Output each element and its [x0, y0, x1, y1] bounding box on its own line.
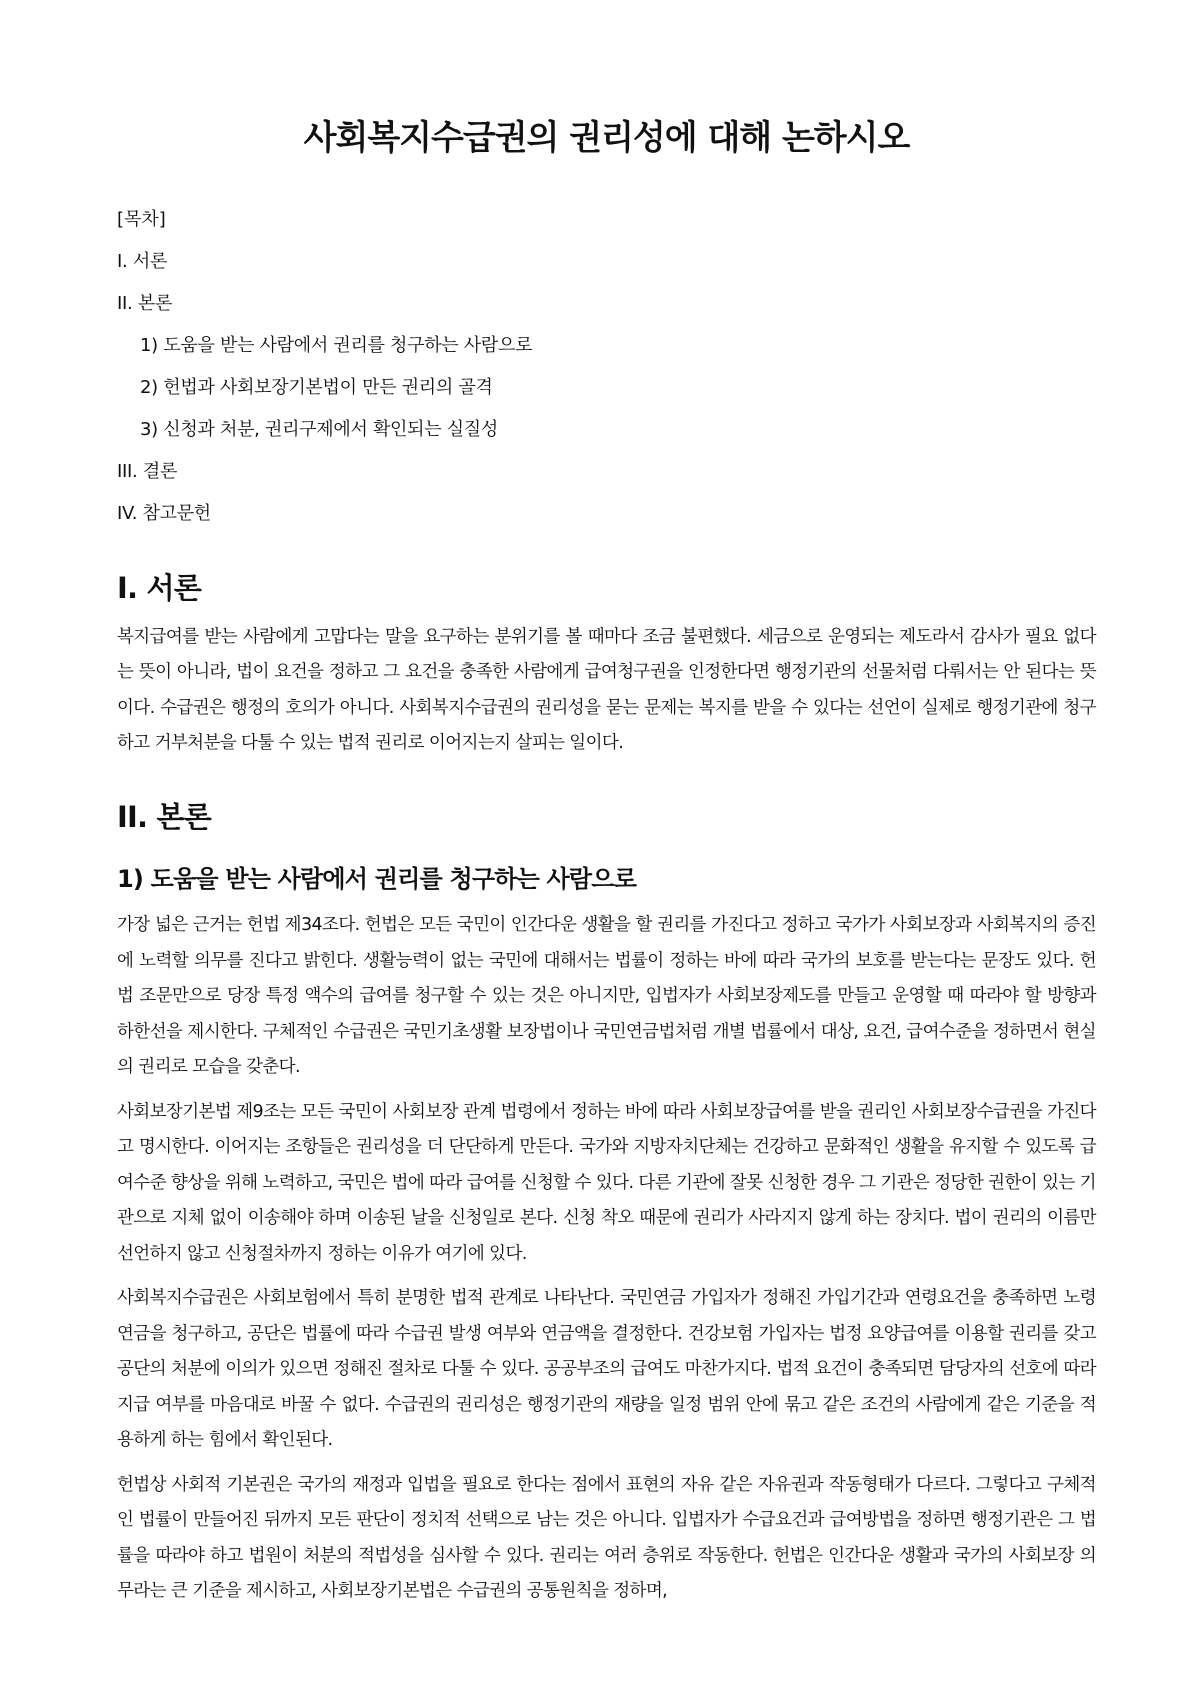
- section-intro: [117, 571, 1096, 762]
- subsection-1: [117, 864, 1096, 1610]
- table-of-contents: [117, 199, 1096, 535]
- toc-item-body-1: 1) 도움을 받는 사람에서 권리를 청구하는 사람으로: [140, 334, 533, 356]
- section-heading-body: II. 본론: [117, 799, 211, 834]
- toc-item-body: II. 본론: [117, 292, 173, 314]
- toc-item-conclusion: III. 결론: [117, 460, 178, 482]
- subsection-heading-1: 1) 도움을 받는 사람에서 권리를 청구하는 사람으로: [117, 865, 637, 894]
- toc-item-body-2: 2) 헌법과 사회보장기본법이 만든 권리의 골격: [140, 376, 493, 398]
- paragraph: 복지급여를 받는 사람에게 고맙다는 말을 요구하는 분위기를 볼 때마다 조금 불편했다. 세금으로 운영되는 제도라서 감사가 필요 없다는 뜻이 아니라, 법이 요건을 정하고 그 요건을 충족한 사람에게 급여청구권을 인정한다면 행정기관의 선물처럼 다뤄서는 안 된다는 뜻이다. 수급권은 행정의 호의가 아니다. 사회복지수급권의 권리성을 묻는 문제는 복지를 받을 수 있다는 선언이 실제로 행정기관에 청구하고 거부처분을 다툴 수 있는 법적 권리로 이어지는지 살피는 일이다.: [117, 626, 1096, 754]
- paragraph: 가장 넓은 근거는 헌법 제34조다. 헌법은 모든 국민이 인간다운 생활을 할 권리를 가진다고 정하고 국가가 사회보장과 사회복지의 증진에 노력할 의무를 진다고 밝힌다. 생활능력이 없는 국민에 대해서는 법률이 정하는 바에 따라 국가의 보호를 받는다는 문장도 있다. 헌법 조문만으로 당장 특정 액수의 급여를 청구할 수 있는 것은 아니지만, 입법자가 사회보장제도를 만들고 운영할 때 따라야 할 방향과 하한선을 제시한다. 구체적인 수급권은 국민기초생활 보장법이나 국민연금법처럼 개별 법률에서 대상, 요건, 급여수준을 정하면서 현실의 권리로 모습을 갖춘다.: [117, 915, 1096, 1078]
- toc-item-references: IV. 참고문헌: [117, 502, 211, 524]
- toc-list: [117, 241, 1096, 535]
- paragraph: 사회보장기본법 제9조는 모든 국민이 사회보장 관계 법령에서 정하는 바에 따라 사회보장급여를 받을 권리인 사회보장수급권을 가진다고 명시한다. 이어지는 조항들은 권리성을 더 단단하게 만든다. 국가와 지방자치단체는 건강하고 문화적인 생활을 유지할 수 있도록 급여수준 향상을 위해 노력하고, 국민은 법에 따라 급여를 신청할 수 있다. 다른 기관에 잘못 신청한 경우 그 기관은 정당한 권한이 있는 기관으로 지체 없이 이송해야 하며 이송된 날을 신청일로 본다. 신청 착오 때문에 권리가 사라지지 않게 하는 장치다. 법이 권리의 이름만 선언하지 않고 신청절차까지 정하는 이유가 여기에 있다.: [117, 1101, 1096, 1264]
- document-title: 사회복지수급권의 권리성에 대해 논하시오: [303, 118, 910, 158]
- toc-heading: [목차]: [117, 208, 166, 230]
- section-body: [117, 800, 1096, 1610]
- section-heading-intro: I. 서론: [117, 570, 201, 605]
- toc-item-intro: I. 서론: [117, 250, 168, 272]
- toc-item-body-3: 3) 신청과 처분, 권리구제에서 확인되는 실질성: [140, 418, 498, 440]
- paragraph: 헌법상 사회적 기본권은 국가의 재정과 입법을 필요로 한다는 점에서 표현의 자유 같은 자유권과 작동형태가 다르다. 그렇다고 구체적인 법률이 만들어진 뒤까지 모든 판단이 정치적 선택으로 남는 것은 아니다. 입법자가 수급요건과 급여방법을 정하면 행정기관은 그 법률을 따라야 하고 법원이 처분의 적법성을 심사할 수 있다. 권리는 여러 층위로 작동한다. 헌법은 인간다운 생활과 국가의 사회보장 의무라는 큰 기준을 제시하고, 사회보장기본법은 수급권의 공통원칙을 정하며,: [117, 1474, 1096, 1602]
- paragraph: 사회복지수급권은 사회보험에서 특히 분명한 법적 관계로 나타난다. 국민연금 가입자가 정해진 가입기간과 연령요건을 충족하면 노령연금을 청구하고, 공단은 법률에 따라 수급권 발생 여부와 연금액을 결정한다. 건강보험 가입자는 법정 요양급여를 이용할 권리를 갖고 공단의 처분에 이의가 있으면 정해진 절차로 다툴 수 있다. 공공부조의 급여도 마찬가지다. 법적 요건이 충족되면 담당자의 선호에 따라 지급 여부를 마음대로 바꿀 수 없다. 수급권의 권리성은 행정기관의 재량을 일정 범위 안에 묶고 같은 조건의 사람에게 같은 기준을 적용하게 하는 힘에서 확인된다.: [117, 1288, 1096, 1451]
